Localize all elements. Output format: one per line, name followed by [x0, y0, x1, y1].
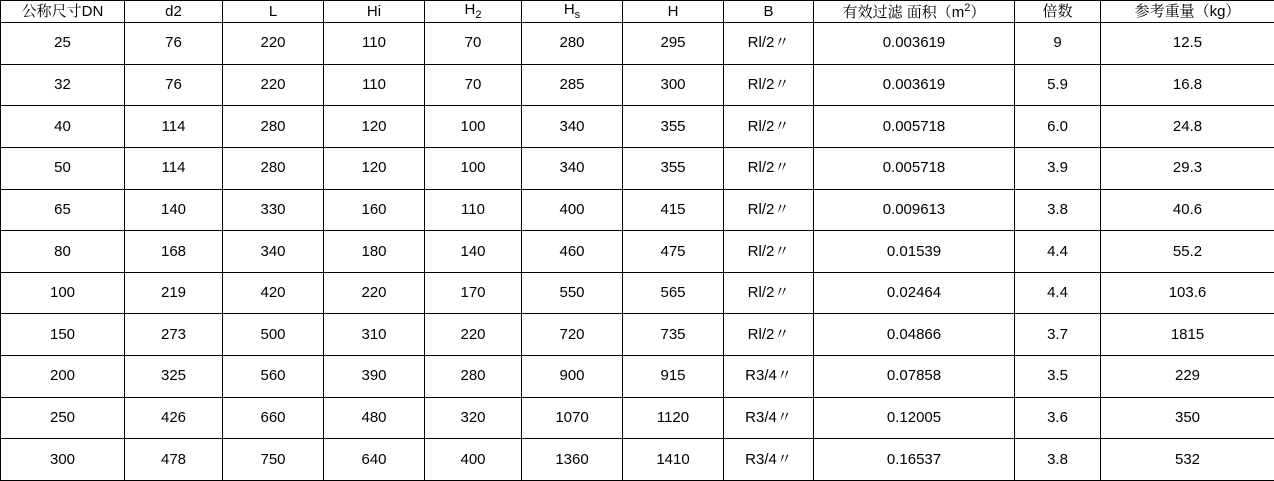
cell-value: 480 [361, 408, 387, 426]
cell-filter-area [814, 148, 1015, 190]
cell-l [223, 314, 324, 356]
cell-h [623, 272, 724, 314]
cell-filter-area [814, 189, 1015, 231]
cell-l [223, 231, 324, 273]
cell-value: 110 [461, 200, 485, 218]
cell-value: 1410 [656, 450, 690, 468]
cell-h2 [425, 439, 522, 481]
cell-multiple [1015, 64, 1101, 106]
cell-filter-area [814, 272, 1015, 314]
cell-d2 [125, 106, 223, 148]
cell-value: 1815 [1170, 325, 1205, 343]
cell-value: 9 [1053, 34, 1062, 52]
cell-value: 475 [660, 242, 686, 260]
cell-weight [1101, 189, 1274, 231]
cell-hs [522, 314, 623, 356]
cell-b [724, 64, 814, 106]
cell-value: 426 [160, 408, 187, 426]
cell-d2 [125, 23, 223, 65]
cell-value: Rl/2〃 [747, 284, 790, 302]
cell-dn [1, 356, 125, 398]
cell-value: 220 [260, 34, 286, 52]
table-row [1, 314, 1274, 356]
header-cell-d2 [125, 1, 223, 23]
cell-d2 [125, 439, 223, 481]
cell-weight [1101, 439, 1274, 481]
cell-value: 5.9 [1047, 76, 1068, 94]
table-row [1, 23, 1274, 65]
cell-weight [1101, 272, 1274, 314]
cell-l [223, 356, 324, 398]
cell-value: 76 [165, 76, 182, 94]
cell-value: 460 [559, 242, 585, 260]
cell-d2 [125, 356, 223, 398]
cell-h [623, 23, 724, 65]
cell-h [623, 397, 724, 439]
cell-l [223, 23, 324, 65]
cell-value: 350 [1174, 408, 1201, 426]
cell-value: 660 [260, 408, 286, 426]
cell-value: 120 [361, 159, 387, 177]
cell-multiple [1015, 397, 1101, 439]
cell-multiple [1015, 314, 1101, 356]
cell-value: 3.8 [1047, 450, 1068, 468]
cell-l [223, 397, 324, 439]
cell-value: 6.0 [1047, 117, 1068, 135]
cell-value: 0.005718 [882, 117, 946, 135]
cell-dn [1, 397, 125, 439]
cell-d2 [125, 314, 223, 356]
cell-value: 0.07858 [886, 367, 942, 385]
header-label: H [464, 1, 476, 18]
cell-dn [1, 231, 125, 273]
cell-b [724, 106, 814, 148]
cell-value: 160 [361, 200, 387, 218]
cell-hs [522, 356, 623, 398]
cell-value: 1360 [555, 450, 589, 468]
cell-multiple [1015, 23, 1101, 65]
cell-l [223, 64, 324, 106]
cell-value: R3/4〃 [745, 367, 792, 385]
cell-h2 [425, 272, 522, 314]
cell-hi [324, 148, 425, 190]
cell-value: 3.8 [1047, 200, 1068, 218]
cell-value: 100 [460, 117, 486, 135]
cell-h [623, 314, 724, 356]
cell-filter-area [814, 106, 1015, 148]
table-header [1, 1, 1274, 23]
cell-value: 4.4 [1047, 242, 1068, 260]
cell-h [623, 106, 724, 148]
cell-value: 29.3 [1172, 159, 1203, 177]
cell-value: 415 [660, 200, 686, 218]
cell-value: 0.003619 [882, 34, 946, 52]
header-cell-l [223, 1, 324, 23]
cell-value: 32 [54, 76, 71, 94]
cell-value: Rl/2〃 [747, 200, 790, 218]
cell-filter-area [814, 439, 1015, 481]
cell-dn [1, 439, 125, 481]
cell-value: 340 [559, 159, 585, 177]
cell-value: 280 [260, 159, 286, 177]
cell-value: 285 [559, 76, 585, 94]
header-label: H [563, 1, 575, 18]
cell-hi [324, 106, 425, 148]
table-row [1, 272, 1274, 314]
cell-multiple [1015, 106, 1101, 148]
cell-value: 220 [361, 284, 387, 302]
cell-hi [324, 397, 425, 439]
cell-value: 250 [49, 408, 76, 426]
cell-value: 0.04866 [886, 325, 942, 343]
cell-value: 150 [49, 325, 76, 343]
cell-b [724, 356, 814, 398]
cell-weight [1101, 23, 1274, 65]
cell-filter-area [814, 356, 1015, 398]
cell-value: 200 [49, 367, 76, 385]
cell-value: 295 [660, 34, 686, 52]
cell-b [724, 272, 814, 314]
cell-value: 330 [260, 200, 286, 218]
header-cell-hs [522, 1, 623, 23]
header-cell-weight [1101, 1, 1274, 23]
cell-value: 3.6 [1047, 408, 1068, 426]
cell-weight [1101, 356, 1274, 398]
cell-value: 100 [49, 284, 76, 302]
cell-b [724, 397, 814, 439]
cell-value: 3.9 [1047, 159, 1068, 177]
cell-value: 168 [160, 242, 187, 260]
table-row [1, 356, 1274, 398]
cell-weight [1101, 148, 1274, 190]
cell-value: 0.005718 [882, 159, 946, 177]
cell-value: 65 [54, 200, 71, 218]
cell-h [623, 439, 724, 481]
cell-filter-area [814, 397, 1015, 439]
cell-value: 735 [660, 325, 686, 343]
cell-value: 420 [260, 284, 286, 302]
cell-value: 340 [260, 242, 286, 260]
cell-value: Rl/2〃 [747, 34, 790, 52]
cell-filter-area [814, 314, 1015, 356]
cell-value: 750 [260, 450, 286, 468]
cell-value: 229 [1174, 367, 1201, 385]
cell-hs [522, 272, 623, 314]
cell-value: 103.6 [1168, 284, 1207, 302]
cell-hs [522, 397, 623, 439]
cell-value: 110 [362, 76, 386, 94]
cell-hs [522, 148, 623, 190]
cell-value: 70 [464, 34, 482, 52]
cell-weight [1101, 231, 1274, 273]
cell-value: 310 [361, 325, 387, 343]
cell-value: 180 [361, 242, 387, 260]
cell-value: Rl/2〃 [747, 159, 790, 177]
cell-value: 325 [160, 367, 187, 385]
cell-d2 [125, 272, 223, 314]
cell-value: 900 [559, 367, 585, 385]
cell-value: 110 [362, 34, 386, 52]
cell-dn [1, 64, 125, 106]
table-row [1, 439, 1274, 481]
cell-b [724, 23, 814, 65]
cell-h2 [425, 231, 522, 273]
cell-value: 40 [54, 117, 71, 135]
cell-value: 1120 [656, 408, 690, 426]
cell-filter-area [814, 231, 1015, 273]
cell-value: Rl/2〃 [747, 76, 790, 94]
cell-multiple [1015, 148, 1101, 190]
cell-value: 565 [660, 284, 686, 302]
cell-value: 280 [559, 34, 585, 52]
cell-value: Rl/2〃 [747, 117, 790, 135]
cell-b [724, 314, 814, 356]
cell-value: 12.5 [1172, 34, 1203, 52]
table-row [1, 397, 1274, 439]
header-subscript: 2 [475, 9, 482, 21]
cell-value: 219 [160, 284, 187, 302]
cell-value: 280 [460, 367, 486, 385]
table-body [1, 23, 1274, 481]
cell-multiple [1015, 272, 1101, 314]
cell-value: 0.01539 [886, 242, 942, 260]
cell-filter-area [814, 23, 1015, 65]
cell-h [623, 189, 724, 231]
header-label-suffix: ） [970, 3, 986, 21]
cell-value: 300 [49, 450, 76, 468]
cell-value: 280 [260, 117, 286, 135]
cell-value: 1070 [555, 408, 589, 426]
cell-value: 500 [260, 325, 286, 343]
cell-filter-area [814, 64, 1015, 106]
cell-h2 [425, 189, 522, 231]
cell-value: 114 [161, 117, 186, 135]
header-cell-h [623, 1, 724, 23]
cell-hs [522, 23, 623, 65]
cell-value: 16.8 [1172, 76, 1203, 94]
header-subscript: s [574, 9, 581, 21]
header-cell-hi [324, 1, 425, 23]
cell-value: 355 [660, 159, 686, 177]
header-label: H [667, 2, 679, 20]
cell-h [623, 356, 724, 398]
table-row [1, 148, 1274, 190]
cell-value: 390 [361, 367, 387, 385]
cell-l [223, 106, 324, 148]
cell-value: 220 [460, 325, 486, 343]
header-label: 参考重量（kg） [1134, 2, 1241, 20]
cell-value: 50 [54, 159, 71, 177]
cell-value: 70 [464, 76, 482, 94]
cell-h2 [425, 314, 522, 356]
cell-value: 0.02464 [886, 284, 942, 302]
cell-hs [522, 439, 623, 481]
cell-value: 55.2 [1172, 242, 1203, 260]
cell-h2 [425, 148, 522, 190]
cell-multiple [1015, 356, 1101, 398]
cell-hi [324, 439, 425, 481]
cell-value: 100 [460, 159, 486, 177]
cell-multiple [1015, 439, 1101, 481]
cell-value: 4.4 [1047, 284, 1068, 302]
cell-value: 0.12005 [886, 408, 942, 426]
cell-l [223, 148, 324, 190]
cell-value: 120 [361, 117, 387, 135]
cell-weight [1101, 397, 1274, 439]
cell-dn [1, 23, 125, 65]
cell-l [223, 272, 324, 314]
cell-value: 915 [660, 367, 686, 385]
header-label: B [763, 2, 774, 20]
cell-d2 [125, 231, 223, 273]
cell-dn [1, 106, 125, 148]
header-superscript: 2 [964, 1, 971, 14]
cell-b [724, 189, 814, 231]
cell-l [223, 439, 324, 481]
cell-dn [1, 272, 125, 314]
cell-value: 76 [165, 34, 182, 52]
cell-value: 400 [559, 200, 585, 218]
cell-d2 [125, 397, 223, 439]
cell-value: 340 [559, 117, 585, 135]
header-label: Hi [366, 2, 382, 20]
cell-weight [1101, 106, 1274, 148]
cell-h [623, 64, 724, 106]
header-label: L [268, 2, 278, 20]
cell-value: 640 [361, 450, 387, 468]
header-label: d2 [165, 2, 182, 20]
header-cell-b [724, 1, 814, 23]
cell-h2 [425, 23, 522, 65]
cell-value: 560 [260, 367, 286, 385]
cell-hi [324, 272, 425, 314]
cell-value: 24.8 [1172, 117, 1203, 135]
cell-value: 140 [460, 242, 486, 260]
header-cell-h2 [425, 1, 522, 23]
cell-h2 [425, 397, 522, 439]
cell-hi [324, 64, 425, 106]
cell-value: 220 [260, 76, 286, 94]
header-label: 有效过滤 面积（m [842, 3, 965, 21]
cell-value: Rl/2〃 [747, 325, 790, 343]
cell-value: 0.16537 [886, 450, 942, 468]
cell-value: 320 [460, 408, 486, 426]
cell-dn [1, 189, 125, 231]
table-row [1, 231, 1274, 273]
cell-value: 25 [54, 34, 71, 52]
cell-value: 400 [460, 450, 486, 468]
cell-value: 720 [559, 325, 585, 343]
cell-hs [522, 106, 623, 148]
cell-dn [1, 314, 125, 356]
cell-d2 [125, 64, 223, 106]
header-cell-filter-area [814, 1, 1015, 23]
header-row [1, 1, 1274, 23]
cell-value: 478 [160, 450, 187, 468]
cell-b [724, 148, 814, 190]
cell-value: R3/4〃 [745, 450, 792, 468]
cell-d2 [125, 148, 223, 190]
cell-value: 3.7 [1047, 325, 1068, 343]
header-cell-multiple [1015, 1, 1101, 23]
cell-hi [324, 231, 425, 273]
cell-b [724, 439, 814, 481]
cell-value: R3/4〃 [745, 408, 792, 426]
cell-multiple [1015, 231, 1101, 273]
cell-d2 [125, 189, 223, 231]
cell-value: 300 [660, 76, 686, 94]
cell-multiple [1015, 189, 1101, 231]
cell-value: 0.003619 [882, 76, 946, 94]
cell-h [623, 231, 724, 273]
cell-hs [522, 64, 623, 106]
cell-value: 3.5 [1047, 367, 1068, 385]
cell-value: 140 [160, 200, 187, 218]
cell-value: 532 [1174, 450, 1201, 468]
cell-h2 [425, 64, 522, 106]
header-label: 倍数 [1042, 2, 1073, 20]
cell-hs [522, 189, 623, 231]
cell-hs [522, 231, 623, 273]
table-row [1, 189, 1274, 231]
cell-hi [324, 23, 425, 65]
cell-value: 550 [559, 284, 585, 302]
cell-value: 40.6 [1172, 200, 1203, 218]
cell-h2 [425, 106, 522, 148]
cell-hi [324, 314, 425, 356]
cell-value: 273 [160, 325, 187, 343]
cell-value: 355 [660, 117, 686, 135]
cell-value: 114 [161, 159, 186, 177]
cell-h [623, 148, 724, 190]
cell-h2 [425, 356, 522, 398]
cell-value: Rl/2〃 [747, 242, 790, 260]
cell-l [223, 189, 324, 231]
cell-value: 170 [460, 284, 486, 302]
table-row [1, 64, 1274, 106]
cell-dn [1, 148, 125, 190]
cell-b [724, 231, 814, 273]
table-row [1, 106, 1274, 148]
cell-weight [1101, 64, 1274, 106]
header-cell-dn [1, 1, 125, 23]
header-label: 公称尺寸DN [21, 2, 104, 20]
cell-value: 0.009613 [882, 200, 946, 218]
cell-weight [1101, 314, 1274, 356]
cell-hi [324, 356, 425, 398]
cell-hi [324, 189, 425, 231]
cell-value: 80 [54, 242, 71, 260]
